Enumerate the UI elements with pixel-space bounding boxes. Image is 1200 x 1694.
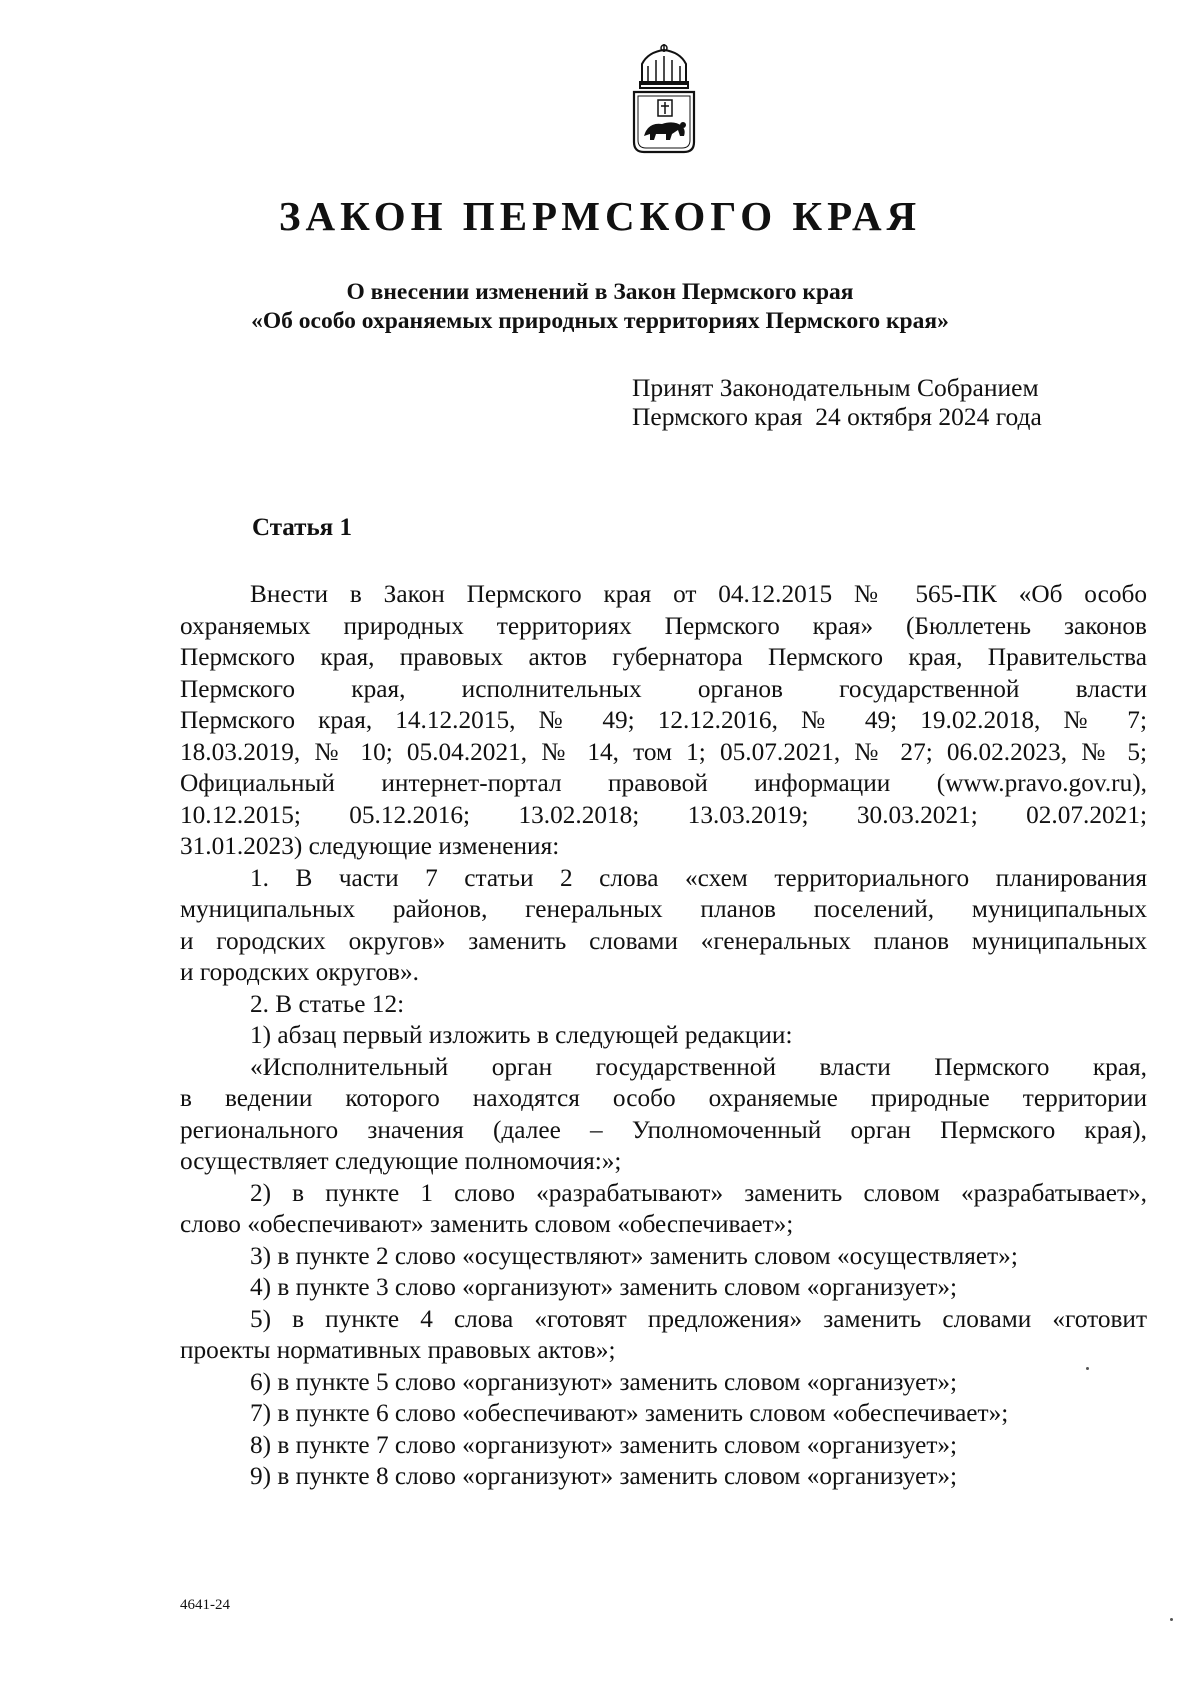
text-line: 3) в пункте 2 слово «осуществляют» заменить словом «осуществляет»;: [250, 1241, 1018, 1270]
sub-item-5: [180, 1304, 1147, 1367]
text-line: 18.03.2019, № 10; 05.04.2021, № 14, том 1; 05.07.2021, № 27; 06.02.2023, № 5;: [180, 737, 1147, 766]
item-1: [180, 863, 1147, 989]
text-line: 2. В статье 12:: [250, 989, 405, 1018]
sub-item-6: [180, 1367, 1147, 1399]
text-line: проекты нормативных правовых актов»;: [180, 1336, 616, 1364]
intro-paragraph: [180, 579, 1147, 863]
document-code: 4641-24: [180, 1597, 230, 1613]
text-line: регионального значения (далее – Уполномоченный орган Пермского края),: [180, 1115, 1147, 1144]
text-line: 4) в пункте 3 слово «организуют» заменить словом «организует»;: [250, 1273, 958, 1301]
text-line: 6) в пункте 5 слово «организуют» заменить словом «организует»;: [250, 1367, 958, 1396]
text-line: Пермского края, правовых актов губернатора Пермского края, Правительства: [180, 643, 1147, 671]
text-line: 2) в пункте 1 слово «разрабатывают» заменить словом «разрабатывает»,: [250, 1178, 1147, 1207]
text-line: и городских округов».: [180, 958, 419, 986]
sub-item-1: [180, 1020, 1147, 1052]
text-line: 1) абзац первый изложить в следующей редакции:: [250, 1021, 793, 1049]
sub-item-9: [180, 1461, 1147, 1493]
text-line: муниципальных районов, генеральных планов поселений, муниципальных: [180, 895, 1147, 923]
scan-speck: [1086, 1367, 1089, 1370]
text-line: 5) в пункте 4 слова «готовят предложения» заменить словами «готовит: [250, 1304, 1147, 1333]
sub-item-3: [180, 1241, 1147, 1273]
text-line: 31.01.2023) следующие изменения:: [180, 832, 560, 860]
text-line: 10.12.2015; 05.12.2016; 13.02.2018; 13.03.2019; 30.03.2021; 02.07.2021;: [180, 800, 1147, 829]
law-subtitle: [0, 278, 1200, 336]
text-line: и городских округов» заменить словами «генеральных планов муниципальных: [180, 926, 1147, 955]
adoption-line-2: Пермского края 24 октября 2024 года: [632, 402, 1042, 431]
adoption-note: [632, 373, 1042, 431]
subtitle-line-1: О внесении изменений в Закон Пермского края: [346, 279, 854, 305]
perm-krai-coat-of-arms-icon: [628, 44, 700, 156]
text-line: «Исполнительный орган государственной власти Пермского края,: [250, 1052, 1147, 1081]
text-line: слово «обеспечивают» заменить словом «обеспечивает»;: [180, 1210, 794, 1238]
item-2: [180, 989, 1147, 1021]
text-line: Официальный интернет-портал правовой информации (www.pravo.gov.ru),: [180, 769, 1147, 797]
law-title: ЗАКОН ПЕРМСКОГО КРАЯ: [278, 193, 922, 239]
scan-speck: [1170, 1618, 1173, 1621]
article-body: [180, 579, 1147, 1493]
adoption-line-1: Принят Законодательным Собранием: [632, 373, 1039, 402]
text-line: 7) в пункте 6 слово «обеспечивают» заменить словом «обеспечивает»;: [250, 1399, 1009, 1427]
text-line: 9) в пункте 8 слово «организуют» заменить словом «организует»;: [250, 1462, 958, 1490]
sub-item-4: [180, 1272, 1147, 1304]
text-line: осуществляет следующие полномочия:»;: [180, 1147, 622, 1175]
sub-item-8: [180, 1430, 1147, 1462]
subtitle-line-2: «Об особо охраняемых природных территориях Пермского края»: [251, 308, 949, 334]
text-line: Пермского края, исполнительных органов государственной власти: [180, 674, 1147, 703]
quoted-paragraph: [180, 1052, 1147, 1178]
sub-item-2: [180, 1178, 1147, 1241]
text-line: 1. В части 7 статьи 2 слова «схем территориального планирования: [250, 863, 1147, 892]
text-line: Пермского края, 14.12.2015, № 49; 12.12.2016, № 49; 19.02.2018, № 7;: [180, 706, 1147, 734]
sub-item-7: [180, 1398, 1147, 1430]
text-line: Внести в Закон Пермского края от 04.12.2015 № 565-ПК «Об особо: [250, 580, 1147, 608]
article-heading: Статья 1: [252, 514, 352, 541]
text-line: охраняемых природных территориях Пермского края» (Бюллетень законов: [180, 611, 1147, 640]
text-line: в ведении которого находятся особо охраняемые природные территории: [180, 1084, 1147, 1112]
text-line: 8) в пункте 7 слово «организуют» заменить словом «организует»;: [250, 1430, 958, 1459]
